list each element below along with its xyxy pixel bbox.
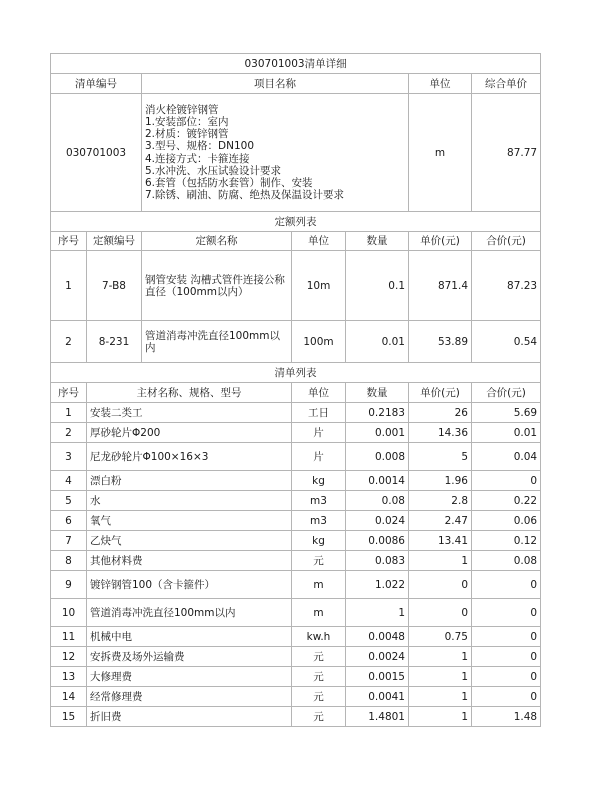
item-desc-line: 2.材质：镀锌钢管 — [145, 128, 229, 141]
material-unit: 元 — [292, 551, 346, 571]
quota-section-title: 定额列表 — [51, 212, 541, 232]
material-unit-price: 13.41 — [409, 531, 472, 551]
material-unit: 元 — [292, 687, 346, 707]
material-section-title: 清单列表 — [51, 363, 541, 383]
material-seq: 3 — [51, 443, 87, 471]
material-row — [51, 471, 541, 491]
quota-qty-header: 数量 — [346, 232, 409, 251]
material-unit: m — [292, 599, 346, 627]
material-qty: 0.0041 — [346, 687, 409, 707]
item-desc-line: 4.连接方式：卡箍连接 — [145, 152, 250, 165]
material-row — [51, 403, 541, 423]
material-qty: 0.2183 — [346, 403, 409, 423]
material-total: 0 — [472, 599, 541, 627]
material-name: 镀锌钢管100（含卡箍件） — [87, 571, 292, 599]
material-name: 安拆费及场外运输费 — [87, 647, 292, 667]
material-name-header: 主材名称、规格、型号 — [87, 383, 292, 403]
quota-name: 管道消毒冲洗直径100mm以内 — [142, 321, 292, 363]
material-unit-price: 1 — [409, 707, 472, 727]
material-total: 0.04 — [472, 443, 541, 471]
material-total: 0 — [472, 687, 541, 707]
material-seq: 11 — [51, 627, 87, 647]
material-name: 机械中电 — [87, 627, 292, 647]
material-total: 0 — [472, 667, 541, 687]
item-desc-line: 3.型号、规格：DN100 — [145, 140, 254, 153]
material-unit-header: 单位 — [292, 383, 346, 403]
material-seq: 2 — [51, 423, 87, 443]
material-total: 0 — [472, 471, 541, 491]
material-qty: 0.0015 — [346, 667, 409, 687]
item-unit-header: 单位 — [409, 74, 472, 94]
quota-unit-price-header: 单价(元) — [409, 232, 472, 251]
material-name: 经常修理费 — [87, 687, 292, 707]
material-name: 水 — [87, 491, 292, 511]
material-name: 大修理费 — [87, 667, 292, 687]
material-name: 尼龙砂轮片Φ100×16×3 — [87, 443, 292, 471]
material-row — [51, 647, 541, 667]
material-total: 0 — [472, 627, 541, 647]
material-qty: 1.022 — [346, 571, 409, 599]
material-seq: 1 — [51, 403, 87, 423]
material-name: 氧气 — [87, 511, 292, 531]
material-unit: m — [292, 571, 346, 599]
quota-unit-header: 单位 — [292, 232, 346, 251]
material-seq: 12 — [51, 647, 87, 667]
material-qty: 0.0014 — [346, 471, 409, 491]
material-unit-price: 0 — [409, 599, 472, 627]
material-unit-price: 2.8 — [409, 491, 472, 511]
material-seq: 4 — [51, 471, 87, 491]
material-row — [51, 423, 541, 443]
material-unit: kg — [292, 471, 346, 491]
material-qty-header: 数量 — [346, 383, 409, 403]
material-unit-price: 14.36 — [409, 423, 472, 443]
material-row — [51, 443, 541, 471]
material-unit-price: 1.96 — [409, 471, 472, 491]
material-seq: 13 — [51, 667, 87, 687]
quota-unit: 100m — [292, 321, 346, 363]
material-name: 漂白粉 — [87, 471, 292, 491]
material-qty: 0.083 — [346, 551, 409, 571]
material-name: 折旧费 — [87, 707, 292, 727]
material-qty: 0.001 — [346, 423, 409, 443]
material-unit: kw.h — [292, 627, 346, 647]
bill-detail-table — [50, 53, 541, 727]
material-seq: 5 — [51, 491, 87, 511]
material-unit-price: 1 — [409, 647, 472, 667]
material-name: 安装二类工 — [87, 403, 292, 423]
material-total: 1.48 — [472, 707, 541, 727]
material-name: 其他材料费 — [87, 551, 292, 571]
material-qty: 0.024 — [346, 511, 409, 531]
material-row — [51, 491, 541, 511]
quota-row — [51, 321, 541, 363]
material-seq: 14 — [51, 687, 87, 707]
quota-unit-price: 53.89 — [409, 321, 472, 363]
material-unit: kg — [292, 531, 346, 551]
quota-total: 87.23 — [472, 251, 541, 321]
material-total-header: 合价(元) — [472, 383, 541, 403]
material-unit: m3 — [292, 511, 346, 531]
quota-unit: 10m — [292, 251, 346, 321]
material-unit: 片 — [292, 443, 346, 471]
material-unit-price-header: 单价(元) — [409, 383, 472, 403]
material-qty: 1.4801 — [346, 707, 409, 727]
material-total: 0.01 — [472, 423, 541, 443]
material-unit-price: 2.47 — [409, 511, 472, 531]
item-code: 030701003 — [51, 94, 142, 212]
item-desc-line: 6.套管（包括防水套管）制作、安装 — [145, 176, 313, 189]
quota-total: 0.54 — [472, 321, 541, 363]
material-total: 5.69 — [472, 403, 541, 423]
quota-total-header: 合价(元) — [472, 232, 541, 251]
material-seq: 10 — [51, 599, 87, 627]
quota-qty: 0.01 — [346, 321, 409, 363]
material-qty: 0.0086 — [346, 531, 409, 551]
material-name: 管道消毒冲洗直径100mm以内 — [87, 599, 292, 627]
quota-unit-price: 871.4 — [409, 251, 472, 321]
material-unit-price: 1 — [409, 551, 472, 571]
material-qty: 0.08 — [346, 491, 409, 511]
material-unit: 元 — [292, 647, 346, 667]
item-price: 87.77 — [472, 94, 541, 212]
material-unit: m3 — [292, 491, 346, 511]
material-unit-price: 0.75 — [409, 627, 472, 647]
material-row — [51, 667, 541, 687]
quota-row — [51, 251, 541, 321]
material-total: 0.22 — [472, 491, 541, 511]
material-seq: 15 — [51, 707, 87, 727]
material-total: 0.12 — [472, 531, 541, 551]
material-unit-price: 0 — [409, 571, 472, 599]
quota-code: 8-231 — [87, 321, 142, 363]
material-total: 0 — [472, 647, 541, 667]
material-name: 乙炔气 — [87, 531, 292, 551]
item-unit: m — [409, 94, 472, 212]
material-unit-price: 26 — [409, 403, 472, 423]
item-price-header: 综合单价 — [472, 74, 541, 94]
material-row — [51, 599, 541, 627]
item-name-header: 项目名称 — [142, 74, 409, 94]
material-row — [51, 571, 541, 599]
material-unit-price: 1 — [409, 667, 472, 687]
material-seq: 6 — [51, 511, 87, 531]
quota-seq: 1 — [51, 251, 87, 321]
material-row — [51, 551, 541, 571]
quota-name-header: 定额名称 — [142, 232, 292, 251]
quota-seq-header: 序号 — [51, 232, 87, 251]
item-desc-line: 消火栓镀锌钢管 — [145, 103, 219, 116]
table-title: 030701003清单详细 — [51, 54, 541, 74]
material-qty: 1 — [346, 599, 409, 627]
quota-seq: 2 — [51, 321, 87, 363]
material-unit: 工日 — [292, 403, 346, 423]
material-seq: 9 — [51, 571, 87, 599]
material-unit: 元 — [292, 667, 346, 687]
item-desc-line: 5.水冲洗、水压试验设计要求 — [145, 164, 282, 177]
material-unit-price: 1 — [409, 687, 472, 707]
material-total: 0.08 — [472, 551, 541, 571]
material-row — [51, 687, 541, 707]
material-qty: 0.0024 — [346, 647, 409, 667]
material-unit: 片 — [292, 423, 346, 443]
quota-code: 7-B8 — [87, 251, 142, 321]
quota-qty: 0.1 — [346, 251, 409, 321]
item-description — [142, 94, 409, 212]
quota-code-header: 定额编号 — [87, 232, 142, 251]
material-seq: 8 — [51, 551, 87, 571]
material-total: 0 — [472, 571, 541, 599]
item-code-header: 清单编号 — [51, 74, 142, 94]
material-qty: 0.0048 — [346, 627, 409, 647]
item-desc-line: 7.除锈、刷油、防腐、绝热及保温设计要求 — [145, 189, 345, 202]
material-unit-price: 5 — [409, 443, 472, 471]
material-seq: 7 — [51, 531, 87, 551]
item-desc-line: 1.安装部位：室内 — [145, 115, 229, 128]
material-total: 0.06 — [472, 511, 541, 531]
material-row — [51, 627, 541, 647]
material-row — [51, 531, 541, 551]
material-unit: 元 — [292, 707, 346, 727]
material-seq-header: 序号 — [51, 383, 87, 403]
material-name: 厚砂轮片Φ200 — [87, 423, 292, 443]
material-row — [51, 707, 541, 727]
material-qty: 0.008 — [346, 443, 409, 471]
material-row — [51, 511, 541, 531]
quota-name: 钢管安装 沟槽式管件连接公称直径（100mm以内） — [142, 251, 292, 321]
